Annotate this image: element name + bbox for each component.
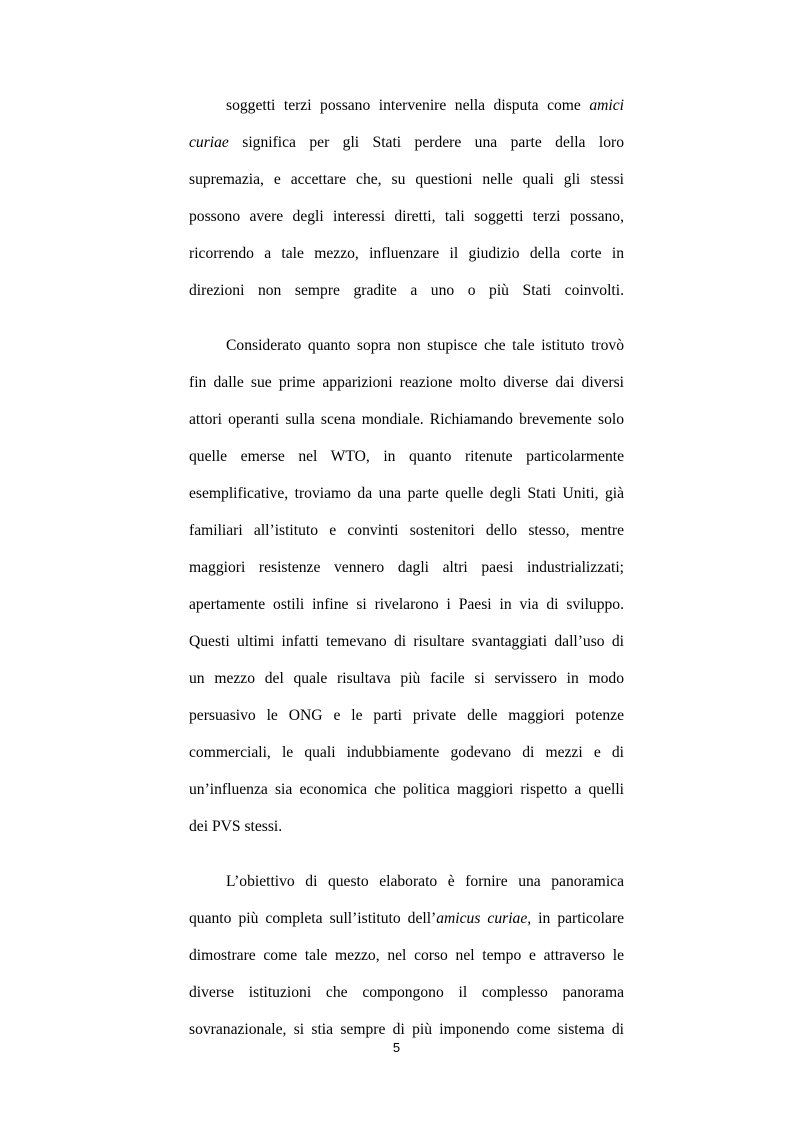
text-line [189, 623, 624, 660]
text-segment: diverse istituzioni che compongono il complesso panorama [189, 984, 624, 1001]
text-line [189, 475, 624, 512]
text-line [189, 512, 624, 549]
text-segment: significa per gli Stati perdere una parte della loro [228, 134, 624, 151]
paragraph [189, 87, 624, 309]
text-line [189, 660, 624, 697]
text-segment: familiari all’istituto e convinti sostenitori dello stesso, mentre [189, 522, 624, 539]
paragraph [189, 327, 624, 845]
italic-term: amici [589, 97, 624, 114]
text-line [189, 272, 624, 309]
text-line [189, 900, 624, 937]
text-line [189, 401, 624, 438]
text-segment: attori operanti sulla scena mondiale. Richiamando brevemente solo [189, 411, 624, 428]
text-segment: quelle emerse nel WTO, in quanto ritenute particolarmente [189, 448, 624, 465]
paragraph [189, 863, 624, 1048]
text-segment: soggetti terzi possano intervenire nella disputa come [226, 97, 590, 114]
text-segment: dimostrare come tale mezzo, nel corso nel tempo e attraverso le [189, 947, 624, 964]
text-line [189, 87, 624, 124]
body-text [189, 87, 624, 1066]
text-line [189, 808, 624, 845]
text-line [189, 771, 624, 808]
text-line [189, 863, 624, 900]
text-line [189, 364, 624, 401]
text-segment: sovranazionale, si stia sempre di più imponendo come sistema di [189, 1021, 624, 1038]
italic-term: amicus curiae, [436, 910, 532, 927]
text-line [189, 161, 624, 198]
text-segment: fin dalle sue prime apparizioni reazione molto diverse dai diversi [189, 374, 624, 391]
text-segment: un mezzo del quale risultava più facile si servissero in modo [189, 670, 624, 687]
text-line [189, 549, 624, 586]
text-line [189, 974, 624, 1011]
text-segment: Considerato quanto sopra non stupisce che tale istituto trovò [226, 337, 624, 354]
text-segment: dei PVS stessi. [189, 818, 283, 835]
text-segment: maggiori resistenze vennero dagli altri paesi industrializzati; [189, 559, 624, 576]
text-segment: quanto più completa sull’istituto dell’ [189, 910, 437, 927]
text-segment: Questi ultimi infatti temevano di risultare svantaggiati dall’uso di [189, 633, 624, 650]
text-segment: L’obiettivo di questo elaborato è fornire una panoramica [226, 873, 624, 890]
text-line [189, 438, 624, 475]
text-line [189, 198, 624, 235]
text-line [189, 937, 624, 974]
text-segment: commerciali, le quali indubbiamente godevano di mezzi e di [189, 744, 624, 761]
text-segment: esemplificative, troviamo da una parte quelle degli Stati Uniti, già [189, 485, 624, 502]
text-segment: possono avere degli interessi diretti, tali soggetti terzi possano, [189, 208, 624, 225]
text-line [189, 124, 624, 161]
italic-term: curiae [189, 134, 229, 151]
text-line [189, 697, 624, 734]
text-line [189, 586, 624, 623]
text-segment: supremazia, e accettare che, su questioni nelle quali gli stessi [189, 171, 624, 188]
text-segment: persuasivo le ONG e le parti private delle maggiori potenze [189, 707, 624, 724]
text-segment: direzioni non sempre gradite a uno o più Stati coinvolti. [189, 282, 624, 299]
text-segment: in particolare [531, 910, 624, 927]
text-line [189, 235, 624, 272]
text-segment: un’influenza sia economica che politica maggiori rispetto a quelli [189, 781, 624, 798]
text-line [189, 327, 624, 364]
text-segment: ricorrendo a tale mezzo, influenzare il giudizio della corte in [189, 245, 624, 262]
page-number: 5 [392, 1040, 401, 1055]
text-line [189, 734, 624, 771]
text-segment: apertamente ostili infine si rivelarono i Paesi in via di sviluppo. [189, 596, 624, 613]
